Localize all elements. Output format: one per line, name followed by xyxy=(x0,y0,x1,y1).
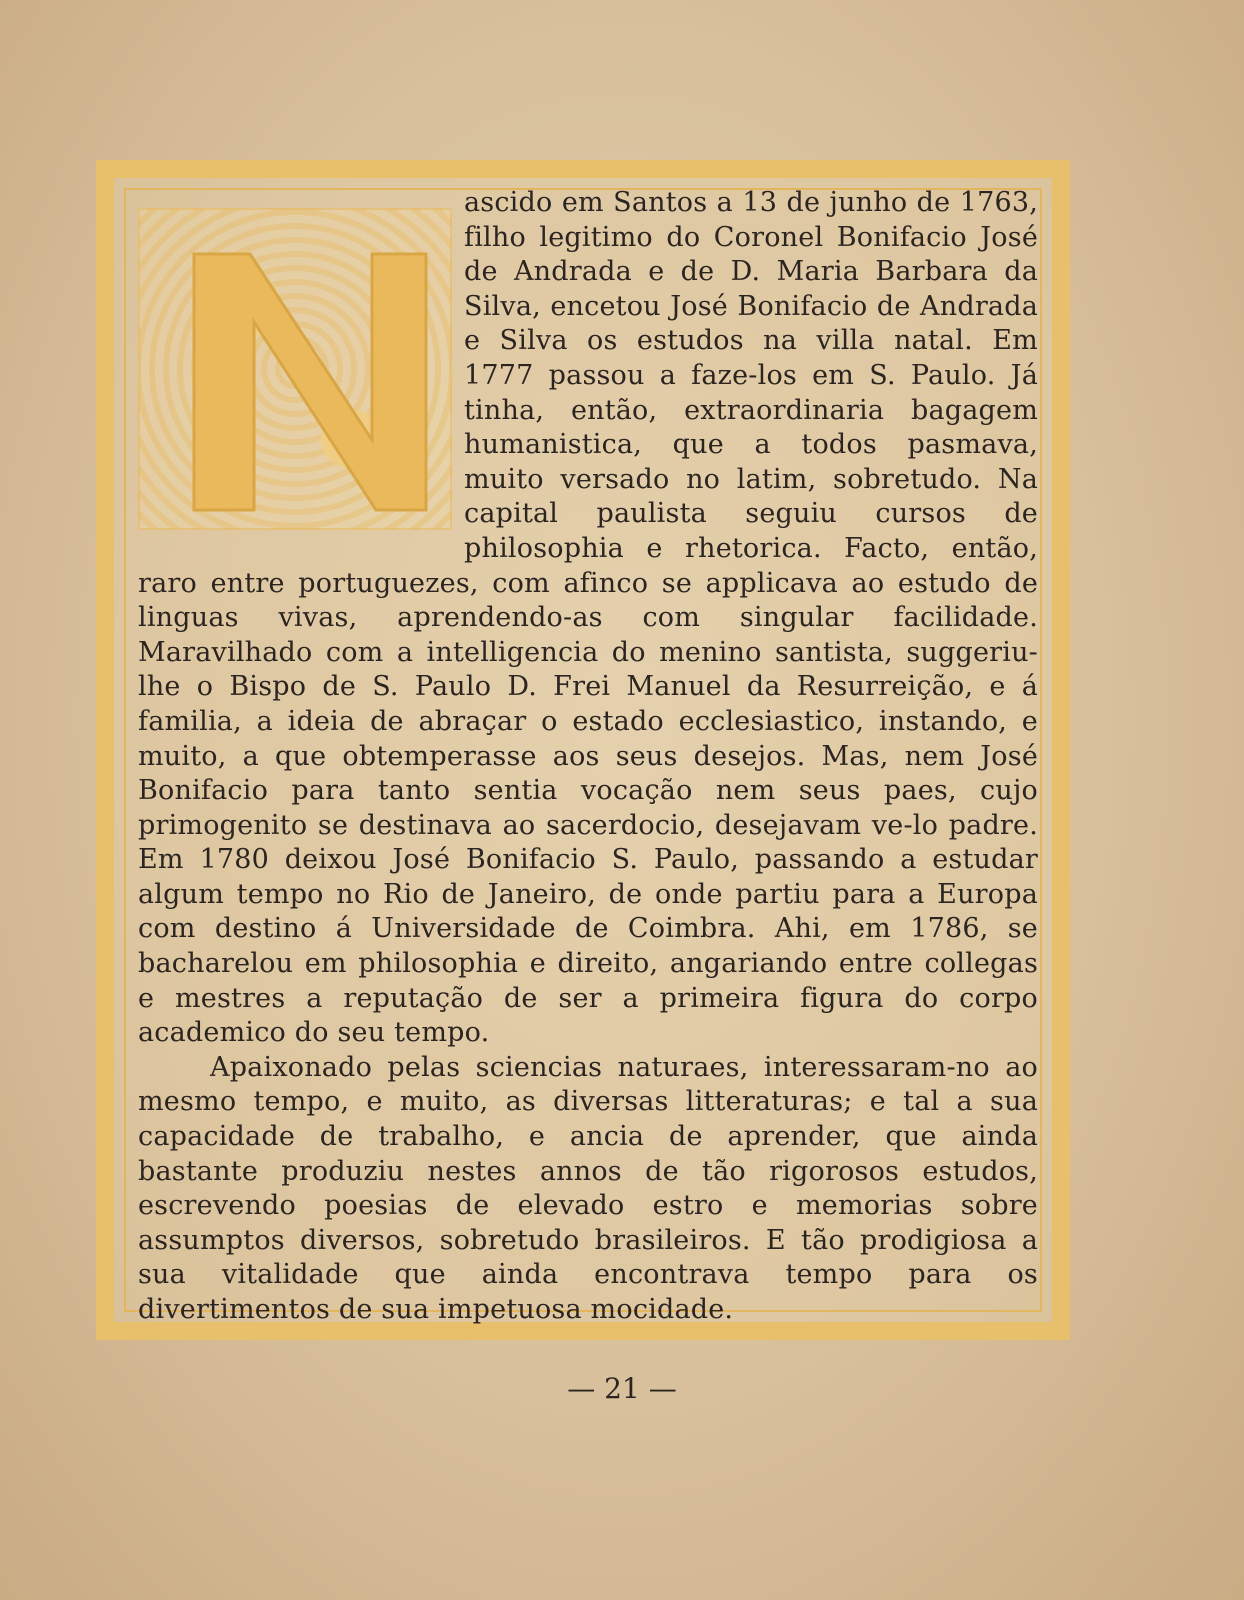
paragraph-1: ascido em Santos a 13 de junho de 1763, filho legitimo do Coronel Bonifacio José de Andrada e de D. Maria Barbara da Silva, encetou José Bonifacio de Andrada e Silva os estudos na villa natal. Em 1777 passou a faze-los em S. Paulo. Já tinha, então, extraordinaria bagagem humanistica, que a todos pasmava, muito versado no latim, sobretudo. Na capital paulista seguiu cursos de philosophia e rhetorica. Facto, então, raro entre portuguezes, com afinco se applicava ao estudo de linguas vivas, aprendendo-as com singular facilidade. Maravilhado com a intelligencia do menino santista, suggeriu-lhe o Bispo de S. Paulo D. Frei Manuel da Resurreição, e á familia, a ideia de abraçar o estado ecclesiastico, instando, e muito, a que obtemperasse aos seus desejos. Mas, nem José Bonifacio para tanto sentia vocação nem seus paes, cujo primogenito se destinava ao sacerdocio, desejavam ve-lo padre. Em 1780 deixou José Bonifacio S. Paulo, passando a estudar algum tempo no Rio de Janeiro, de onde partiu para a Europa com destino á Universidade de Coimbra. Ahi, em 1786, se bacharelou em philosophia e direito, angariando entre collegas e mestres a reputação de ser a primeira figura do corpo academico do seu tempo. xyxy=(138,187,1038,1049)
body-text xyxy=(138,186,1038,1328)
page-number: — 21 — xyxy=(567,1372,677,1405)
paragraph-2: Apaixonado pelas sciencias naturaes, interessaram-no ao mesmo tempo, e muito, as diversas litteraturas; e tal a sua capacidade de trabalho, e ancia de aprender, que ainda bastante produziu nestes annos de tão rigorosos estudos, escrevendo poesias de elevado estro e memorias sobre assumptos diversos, sobretudo brasileiros. E tão prodigiosa a sua vitalidade que ainda encontrava tempo para os divertimentos de sua impetuosa mocidade. xyxy=(138,1051,1038,1325)
drop-cap-space xyxy=(138,186,464,534)
drop-cap-glyph: N xyxy=(140,210,141,211)
